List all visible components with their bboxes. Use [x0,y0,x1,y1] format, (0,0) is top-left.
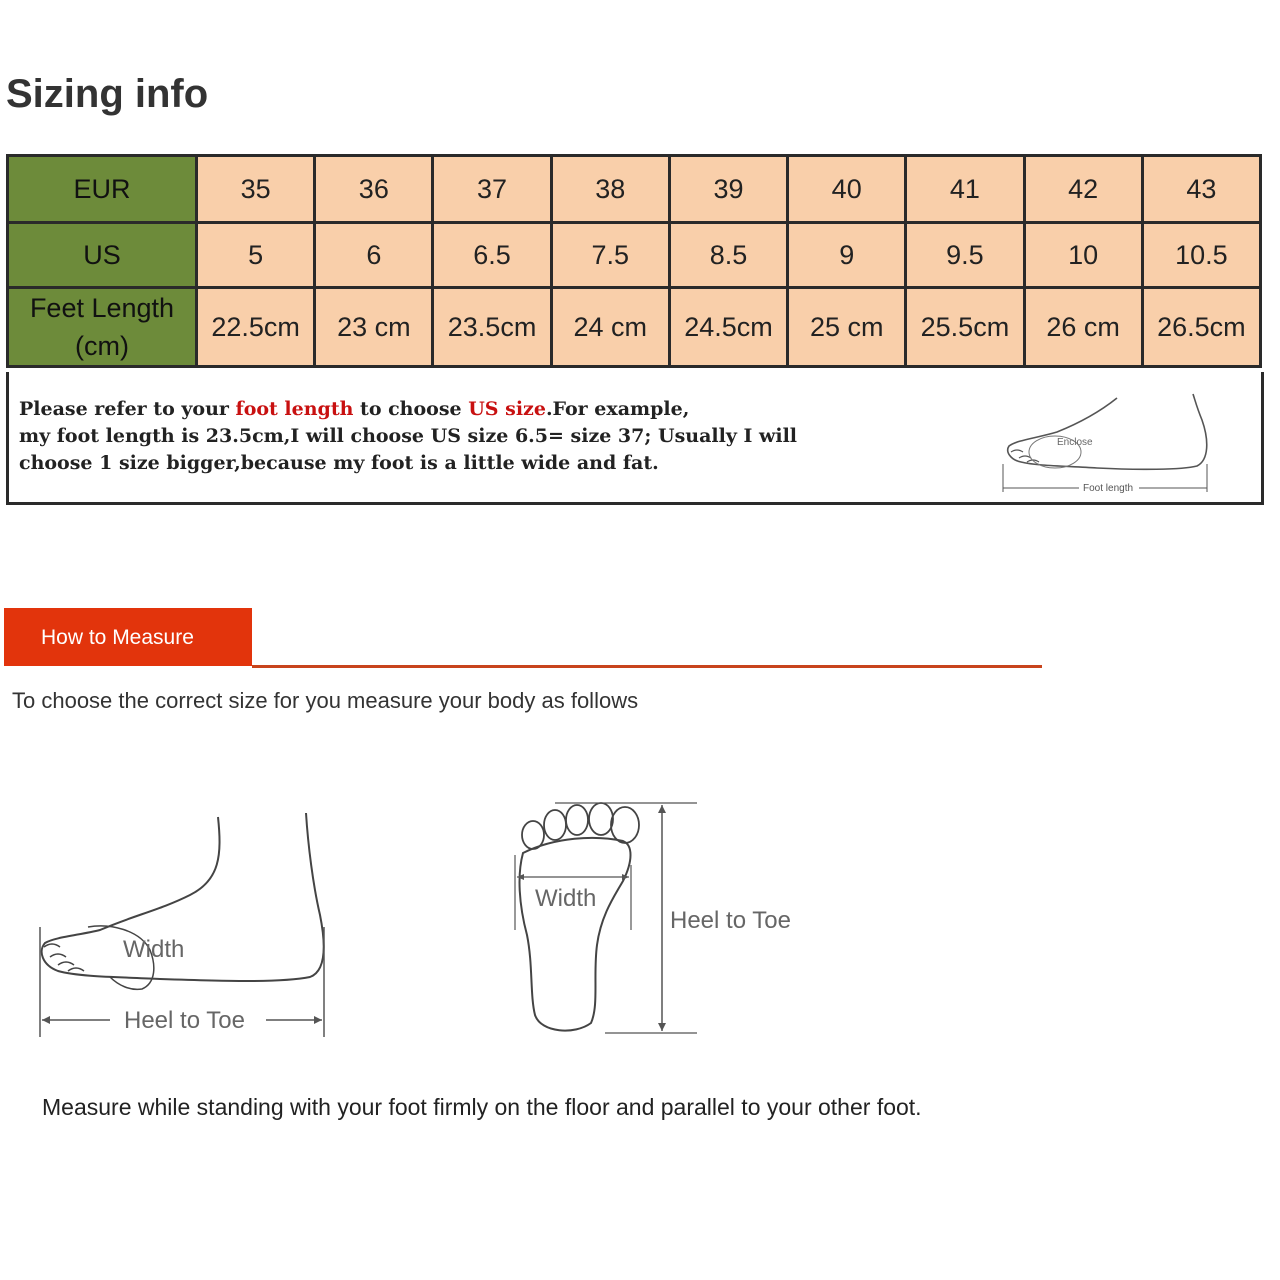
row-header-feet-length [8,288,197,367]
table-cell: 24.5cm [669,288,787,367]
row-header-eur: EUR [8,156,197,223]
page-title: Sizing info [6,72,209,116]
diagram-label-foot-length: Foot length [1083,483,1134,494]
sizing-note-text [19,396,979,477]
table-cell: 5 [197,223,315,288]
sizing-note-box [6,372,1264,505]
table-cell: 38 [551,156,669,223]
row-header-line: Feet Length [29,293,175,323]
note-line: my foot length is 23.5cm,I will choose US size 6.5= size 37; Usually I will [19,425,797,447]
table-cell: 43 [1142,156,1260,223]
measure-intro: To choose the correct size for you measure your body as follows [12,688,639,713]
table-cell: 24 cm [551,288,669,367]
table-cell: 39 [669,156,787,223]
table-cell: 25 cm [788,288,906,367]
note-text-part: Please refer to your [19,398,236,420]
table-cell: 10.5 [1142,223,1260,288]
measure-instruction: Measure while standing with your foot firmly on the floor and parallel to your other foot. [42,1094,922,1120]
table-row-us [8,223,1261,288]
note-highlight-us-size: US size [468,398,546,420]
table-cell: 7.5 [551,223,669,288]
row-header-unit: (cm) [75,331,129,361]
diagram-label-enclose: Enclose [1057,437,1093,448]
note-line: choose 1 size bigger,because my foot is a little wide and fat. [19,452,659,474]
section-divider [252,665,1042,668]
side-width-label: Width [123,936,185,963]
table-cell: 6 [315,223,433,288]
table-cell: 23.5cm [433,288,551,367]
table-cell: 23 cm [315,288,433,367]
sole-length-label: Heel to Toe [670,907,791,934]
note-highlight-foot-length: foot length [235,398,354,420]
table-cell: 36 [315,156,433,223]
table-cell: 26.5cm [1142,288,1260,367]
table-cell: 37 [433,156,551,223]
table-cell: 40 [788,156,906,223]
note-text-part: .For example, [545,398,690,420]
table-cell: 35 [197,156,315,223]
table-row-feet-length [8,288,1261,367]
row-header-us: US [8,223,197,288]
note-text-part: to choose [353,398,469,420]
table-row-eur [8,156,1261,223]
table-cell: 8.5 [669,223,787,288]
table-cell: 10 [1024,223,1142,288]
sole-view-diagram [505,795,825,1045]
table-cell: 9 [788,223,906,288]
table-cell: 22.5cm [197,288,315,367]
foot-length-diagram [997,390,1227,495]
side-view-diagram [30,805,340,1045]
sole-width-label: Width [535,885,597,912]
size-table [6,154,1262,368]
table-cell: 42 [1024,156,1142,223]
table-cell: 6.5 [433,223,551,288]
table-cell: 41 [906,156,1024,223]
side-length-label: Heel to Toe [124,1007,245,1034]
how-to-measure-tab: How to Measure [4,608,252,666]
table-cell: 25.5cm [906,288,1024,367]
table-cell: 26 cm [1024,288,1142,367]
table-cell: 9.5 [906,223,1024,288]
